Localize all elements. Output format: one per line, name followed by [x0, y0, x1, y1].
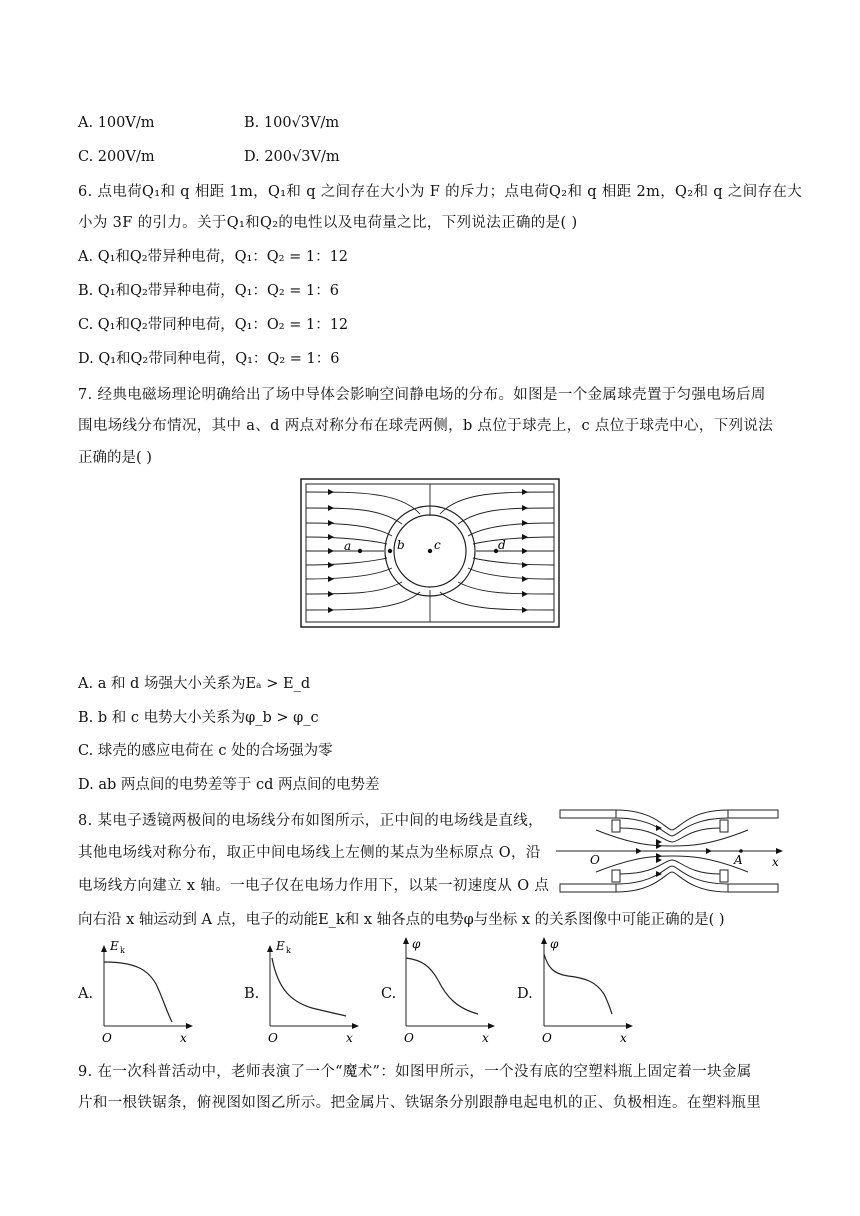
q7-label-a: a	[344, 539, 352, 553]
q8-graph-b-ylabel: E	[276, 939, 285, 953]
q8-graph-c-label: C.	[381, 986, 397, 1002]
q8-graph-a-ysub: k	[120, 946, 125, 955]
q8-graph-a-label: A.	[78, 986, 94, 1002]
q7-stem-line3: 正确的是( )	[78, 450, 152, 466]
q8-graph-c-origin: O	[404, 1031, 414, 1045]
q6-option-b: B. Q₁和Q₂带异种电荷，Q₁：Q₂ = 1：6	[78, 283, 339, 299]
q8-graph-a-xlabel: x	[180, 1031, 187, 1045]
q5-option-a: A. 100V/m	[78, 115, 155, 131]
q8-graph-a-origin: O	[102, 1031, 112, 1045]
q7-label-d: d	[498, 538, 506, 552]
q5-option-c: C. 200V/m	[78, 149, 155, 165]
q8-graph-d-label: D.	[517, 986, 533, 1002]
q8-graph-b	[262, 934, 362, 1046]
q8-graph-a-ylabel: E	[110, 939, 119, 953]
q5-option-d: D. 200√3V/m	[244, 149, 340, 165]
q7-stem-line1: 7. 经典电磁场理论明确给出了场中导体会影响空间静电场的分布。如图是一个金属球壳置于匀强电场后周	[78, 387, 766, 403]
q6-stem-line2: 小为 3F 的引力。关于Q₁和Q₂的电性以及电荷量之比，下列说法正确的是( )	[78, 215, 578, 231]
q9-stem-line1: 9. 在一次科普活动中，老师表演了一个“魔术”：如图甲所示，一个没有底的空塑料瓶上固定着一块金属	[78, 1064, 752, 1080]
q7-field-figure	[300, 478, 562, 630]
q7-option-a: A. a 和 d 场强大小关系为Eₐ > E_d	[78, 676, 311, 692]
q6-option-a: A. Q₁和Q₂带异种电荷，Q₁：Q₂ = 1：12	[78, 249, 349, 265]
q8-stem-line3: 电场线方向建立 x 轴。一电子仅在电场力作用下，以某一初速度从 O 点	[78, 878, 550, 894]
q6-stem-line1: 6. 点电荷Q₁和 q 相距 1m，Q₁和 q 之间存在大小为 F 的斥力；点电荷Q₂和 q 相距 2m，Q₂和 q 之间存在大	[78, 184, 803, 200]
q8-graph-d-ylabel: φ	[550, 937, 559, 951]
q8-graph-d	[536, 934, 636, 1046]
q8-lens-figure	[556, 806, 784, 896]
q8-graph-c	[398, 934, 498, 1046]
q8-graph-b-xlabel: x	[346, 1031, 353, 1045]
q8-label-a: A	[734, 853, 743, 867]
q6-option-d: D. Q₁和Q₂带同种电荷，Q₁：Q₂ = 1：6	[78, 351, 340, 367]
q5-option-b: B. 100√3V/m	[244, 115, 340, 131]
q8-graph-d-origin: O	[542, 1031, 552, 1045]
q8-graph-a	[96, 934, 196, 1046]
q8-label-origin: O	[590, 853, 600, 867]
q7-stem-line2: 围电场线分布情况，其中 a、d 两点对称分布在球壳两侧，b 点位于球壳上，c 点位于球壳中心，下列说法	[78, 418, 774, 434]
q7-option-d: D. ab 两点间的电势差等于 cd 两点间的电势差	[78, 777, 380, 793]
q8-graph-b-origin: O	[268, 1031, 278, 1045]
q8-graph-c-xlabel: x	[482, 1031, 489, 1045]
q8-stem-line1: 8. 某电子透镜两极间的电场线分布如图所示，正中间的电场线是直线，	[78, 813, 543, 829]
q8-graph-d-xlabel: x	[620, 1031, 627, 1045]
q8-graph-c-ylabel: φ	[412, 937, 421, 951]
q7-option-c: C. 球壳的感应电荷在 c 处的合场强为零	[78, 743, 333, 759]
q8-graph-b-label: B.	[244, 986, 260, 1002]
q7-option-b: B. b 和 c 电势大小关系为φ_b > φ_c	[78, 710, 319, 726]
q8-label-x: x	[772, 855, 779, 869]
q6-option-c: C. Q₁和Q₂带同种电荷，Q₁：O₂ = 1：12	[78, 317, 349, 333]
q7-label-b: b	[397, 538, 405, 552]
q8-graph-b-ysub: k	[286, 946, 291, 955]
q8-stem-line2: 其他电场线对称分布，取正中间电场线上左侧的某点为坐标原点 O，沿	[78, 845, 541, 861]
q9-stem-line2: 片和一根铁锯条，俯视图如图乙所示。把金属片、铁锯条分别跟静电起电机的正、负极相连。在塑料瓶里	[78, 1095, 762, 1111]
q8-stem-line4: 向右沿 x 轴运动到 A 点，电子的动能E_k和 x 轴各点的电势φ与坐标 x 的关系图像中可能正确的是( )	[78, 912, 725, 928]
q7-label-c: c	[434, 538, 441, 552]
